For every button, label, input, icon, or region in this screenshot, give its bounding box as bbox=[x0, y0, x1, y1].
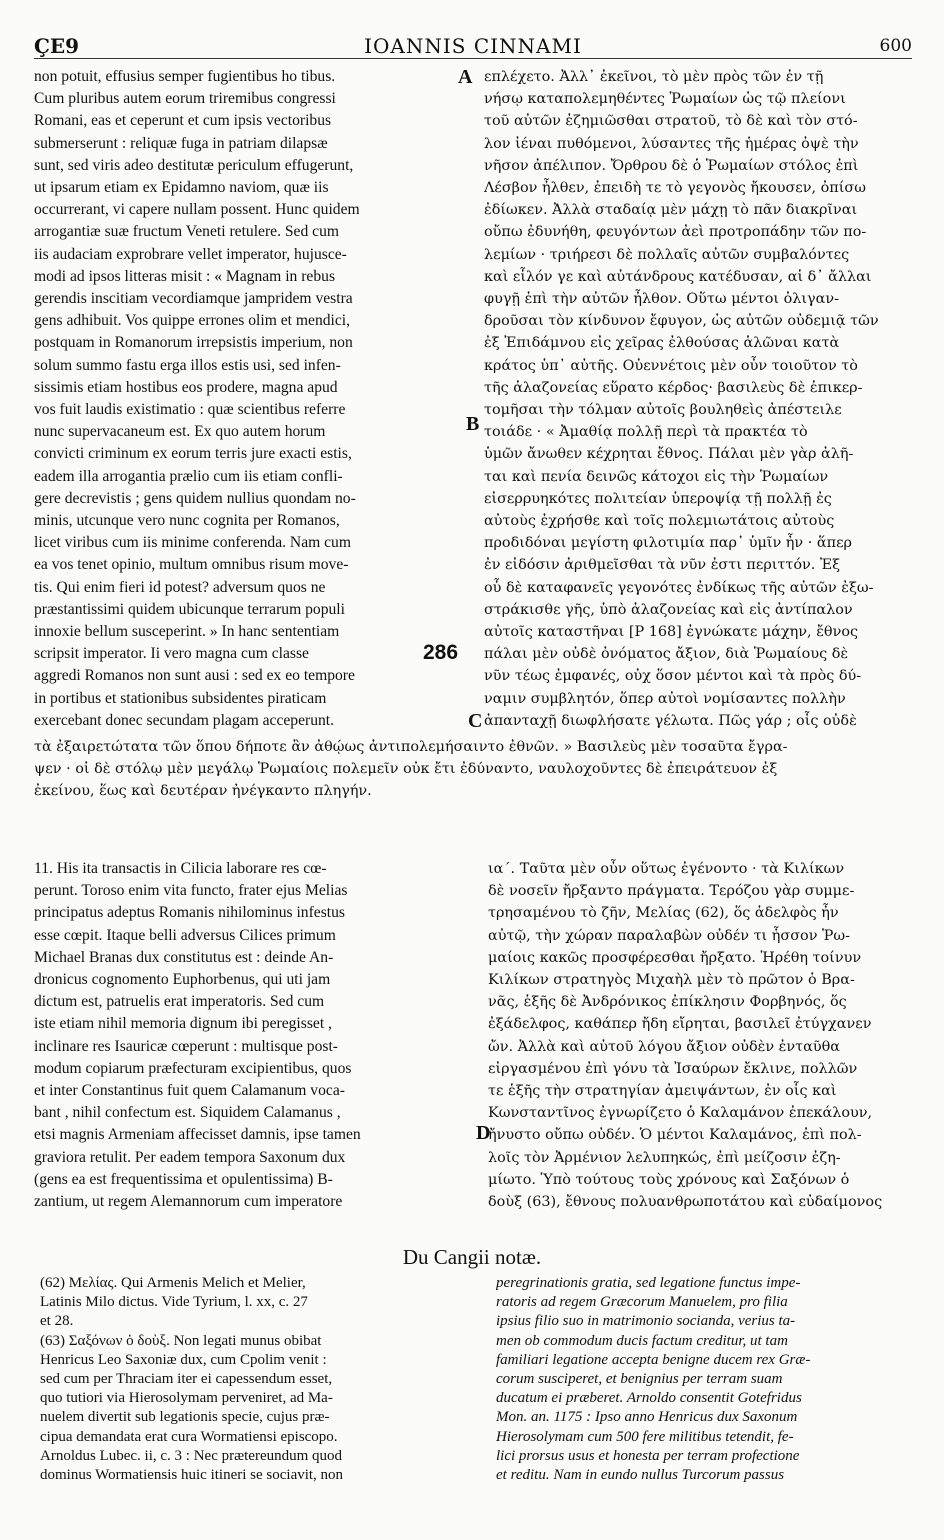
note-line: Henricus Leo Saxoniæ dux, cum Cpolim venit : bbox=[40, 1351, 327, 1368]
greek-line: ἐν εἰδόσιν ἀριθμεῖσθαι τὰ νῦν ἐστι περιττόν. Ἐξ bbox=[484, 557, 841, 574]
latin-line: gere decrevistis ; gens quidem nullius quondam no- bbox=[34, 489, 356, 507]
greek-line: τοῦ αὐτῶν ἐζημιῶσθαι στρατοῦ, τὸ δὲ καὶ τὸν στό- bbox=[484, 113, 858, 130]
note-line: ipsius filio suo in matrimonio socianda, verius ta- bbox=[496, 1313, 796, 1330]
note-line: cipua demandata erat cura Wormatiensi episcopo. bbox=[40, 1428, 338, 1445]
greek-line: Κωνσταντῖνος ἐγνωρίζετο ὁ Καλαμάνον ἐπεκάλουν, bbox=[488, 1105, 873, 1122]
latin-line: perunt. Toroso enim vita functo, frater ejus Melias bbox=[34, 882, 348, 900]
greek-line: ψεν · οἱ δὲ στόλῳ μὲν μεγάλῳ Ῥωμαίοις πολεμεῖν οὐκ ἔτι ἐδύναντο, ναυλοχοῦντες δὲ ἐπειράτευον ἐξ bbox=[34, 761, 778, 778]
greek-line: ἤνυστο οὔπω οὐδέν. Ὁ μέντοι Καλαμάνος, ἐπὶ πολ- bbox=[488, 1127, 862, 1144]
page-number-right: 600 bbox=[879, 36, 912, 56]
note-line: quo tutiori via Hierosolymam perveniret, ad Ma- bbox=[40, 1390, 333, 1407]
note-line: men ob commodum ducis factum creditur, ut tam bbox=[496, 1332, 788, 1349]
note-line: (63) Σαξόνων ὁ δοὺξ. Non legati munus obibat bbox=[40, 1332, 322, 1349]
latin-line: arrogantiæ suæ fructum Veneti retulere. Sed cum bbox=[34, 223, 340, 241]
greek-line: τὰ ἐξαιρετώτατα τῶν ὅπου δήποτε ἂν ἀθῴως ἀντιπολεμήσαιντο ἐθνῶν. » Βασιλεὺς μὲν τοσαῦτα ἔγρα- bbox=[34, 739, 788, 755]
latin-line: occurrerant, vi capere nullam possent. Hunc quidem bbox=[34, 201, 360, 219]
greek-line: μαίοις κακῶς προσφέρεσθαι ἤρξατο. Ἡρέθη τοίνυν bbox=[488, 949, 862, 966]
latin-line: submerserunt : reliquæ fuga in patriam dilapsæ bbox=[34, 134, 328, 152]
latin-line: scripsit imperator. Ii vero magna cum classe bbox=[34, 645, 309, 663]
greek-column-top bbox=[484, 66, 912, 734]
greek-column-bottom bbox=[488, 858, 912, 1218]
latin-line: 11. His ita transactis in Cilicia laborare res cœ- bbox=[34, 860, 327, 877]
latin-line: Michael Branas dux constitutus est : deinde An- bbox=[34, 948, 334, 966]
greek-line: αὐτοῖς καταστῆναι [P 168] ἐγνώκατε μάχην, ἔθνος bbox=[484, 624, 859, 641]
greek-line: τομῆσαι τὴν τόλμαν αὐτοῖς βουληθεὶς ἀπέστειλε bbox=[484, 402, 842, 419]
latin-line: tis. Qui enim fieri id potest? adversum quos ne bbox=[34, 578, 326, 596]
latin-line: exercebant donec secundam plagam acceperunt. bbox=[34, 711, 335, 729]
latin-line: zantium, ut regem Alemannorum cum imperatore bbox=[34, 1193, 343, 1211]
greek-line: φυγῇ ἐπὶ τὴν αὐτῶν ἦλθον. Οὕτω μέντοι ὀλιγαν- bbox=[484, 291, 839, 308]
margin-letter-d: D bbox=[476, 1122, 491, 1144]
greek-line: νᾶς, ἑξῆς δὲ Ἀνδρόνικος ἐπίκλησιν Φορβηνός, ὅς bbox=[488, 994, 847, 1011]
greek-line: λον ἰέναι πυθόμενοι, λύσαντες τῆς ἡμέρας ὀψὲ τὴν bbox=[484, 135, 859, 152]
greek-line: δροῦσαι τὸν κίνδυνον ἔφυγον, ὡς αὐτῶν οὐδεμιᾷ τῶν bbox=[484, 313, 879, 330]
latin-line: innoxie bellum susceperint. » In hanc sententiam bbox=[34, 623, 340, 641]
latin-line: inclinare res Isauricæ cœperunt : multisque post- bbox=[34, 1037, 338, 1055]
latin-line: etsi magnis Armeniam affecisset damnis, ipse tamen bbox=[34, 1126, 361, 1144]
greek-line: νῦν τέως ἐμφανές, οὐχ ὅσον μέντοι καὶ τὰ πρὸς δύ- bbox=[484, 668, 862, 685]
margin-letter-b: B bbox=[466, 413, 480, 435]
note-line: Arnoldus Lubec. ii, c. 3 : Nec prætereundum quod bbox=[40, 1447, 343, 1464]
greek-line: ὑμῶν ἄνωθεν κέχρηται ἔθνος. Πάλαι μὲν γὰρ ἀλῆ- bbox=[484, 446, 854, 463]
note-line: sed cum per Thraciam iter ei capessendum esset, bbox=[40, 1371, 333, 1388]
latin-line: sunt, sed viris adeo destitutæ periculum effugerunt, bbox=[34, 156, 354, 174]
greek-line: νῆσον ἀπέλιπον. Ὄρθρου δὲ ὁ Ῥωμαίων στόλος ἐπὶ bbox=[484, 157, 859, 174]
greek-line: ια΄. Ταῦτα μὲν οὖν οὕτως ἐγένοντο · τὰ Κιλίκων bbox=[488, 861, 845, 877]
marginal-page-number: 286 bbox=[423, 641, 459, 664]
note-line: et 28. bbox=[40, 1313, 74, 1330]
greek-line: εἰργασμένου ἐπὶ γόνυ τὰ Ἰσαύρων ἔκλινε, πολλῶν bbox=[488, 1060, 858, 1077]
latin-line: ut ipsarum etiam ex Epidamno naviom, quæ iis bbox=[34, 179, 329, 197]
latin-line: bant , nihil confectum est. Siquidem Calamanus , bbox=[34, 1104, 341, 1122]
margin-letter-c: C bbox=[468, 710, 483, 732]
latin-line: licet viribus cum iis minime conferenda. Nam cum bbox=[34, 534, 351, 552]
note-line: Mon. an. 1175 : Ipso anno Henricus dux Saxonum bbox=[496, 1409, 798, 1426]
latin-line: sissimis etiam hostibus eos prodere, magna apud bbox=[34, 378, 338, 396]
running-title: IOANNIS CINNAMI bbox=[364, 34, 582, 58]
notes-heading: Du Cangii notæ. bbox=[402, 1245, 542, 1269]
note-line: Latinis Milo dictus. Vide Tyrium, l. xx, c. 27 bbox=[40, 1294, 308, 1311]
latin-line: et inter Constantinus fuit quem Calamanum voca- bbox=[34, 1082, 345, 1100]
latin-line: non potuit, effusius semper fugientibus ho tibus. bbox=[34, 68, 336, 85]
latin-line: gens adhibuit. Vos quippe errones olim et mendici, bbox=[34, 312, 351, 330]
latin-line: iste etiam nihil memoria dignum ibi peregisset , bbox=[34, 1015, 332, 1033]
greek-line: δοὺξ (63), ἔθνους πολυανθρωποτάτου καὶ εὐδαίμονος bbox=[488, 1194, 883, 1211]
greek-line: ἀπανταχῇ διωφλήσατε γέλωτα. Πῶς γάρ ; οἷς οὐδὲ bbox=[484, 712, 857, 729]
greek-full-width-passage bbox=[34, 736, 912, 804]
latin-line: convicti criminum ex eorum terris jure exacti estis, bbox=[34, 445, 352, 463]
note-line: lici prorsus usus et honesta per terram profectione bbox=[496, 1447, 800, 1464]
latin-line: esse cœpit. Itaque belli adversus Cilices primum bbox=[34, 926, 336, 944]
latin-line: modi ad ipsos litteras misit : « Magnam in rebus bbox=[34, 267, 336, 285]
latin-line: vos fuit laudis existimatio : quæ scientibus referre bbox=[34, 401, 346, 419]
note-line: et reditu. Nam in eundo nullus Turcorum passus bbox=[496, 1467, 785, 1484]
page-number-left: ÇE9 bbox=[34, 34, 80, 58]
margin-letter-a: A bbox=[458, 66, 473, 88]
greek-line: τοιάδε · « Ἀμαθίᾳ πολλῇ περὶ τὰ πρακτέα τὸ bbox=[484, 424, 808, 441]
greek-line: Κιλίκων στρατηγὸς Μιχαὴλ μὲν τὸ πρῶτον ὁ Βρα- bbox=[488, 972, 855, 989]
greek-line: ἐκείνου, ἕως καὶ δευτέραν ἠνέγκαντο πληγήν. bbox=[34, 783, 372, 800]
greek-line: αὐτοὺς ἐχρήσθε καὶ τοῖς πολεμιωτάτοις αὐτοὺς bbox=[484, 513, 835, 530]
note-line: corum susciperet, et benignius per terram suam bbox=[496, 1371, 783, 1388]
greek-line: λοῖς τὸν Ἀρμένιον λελυπηκώς, ἐπὶ μείζοσιν ἐζη- bbox=[488, 1149, 841, 1166]
latin-line: in portibus et stationibus subsidentes piraticam bbox=[34, 689, 327, 707]
greek-line: ἐξ Ἐπιδάμνου εἰς χεῖρας ἐλθούσας ἁλῶναι κατὰ bbox=[484, 335, 840, 352]
latin-line: (gens ea est frequentissima et opulentissima) B- bbox=[34, 1170, 333, 1188]
greek-line: κράτος ὑπ᾽ αὐτῆς. Οὐεννέτοις μὲν οὖν τοιοῦτον τὸ bbox=[484, 357, 858, 374]
latin-line: postquam in Romanorum irrepsistis imperium, non bbox=[34, 334, 353, 352]
greek-line: προδιδόναι μεγίστη φιλοτιμία παρ᾽ ὑμῖν ἦν · ἅπερ bbox=[484, 535, 852, 552]
latin-line: principatus adeptus Romanis nihilominus infestus bbox=[34, 904, 345, 922]
greek-line: οὔπω ἐδυνήθη, φευγόντων ἀεὶ προτροπάδην τῶν πο- bbox=[484, 224, 867, 241]
greek-line: Λέσβον ἦλθεν, ἐπειδὴ τε τὸ γεγονὸς ἤκουσεν, ὀπίσω bbox=[484, 180, 866, 197]
note-line: dominus Wormatiensis huic itineri se sociavit, non bbox=[40, 1467, 344, 1484]
greek-line: ναμιν συμβλητόν, ὅπερ αὐτοὶ νομίσαντες πολλὴν bbox=[484, 690, 846, 707]
greek-line: αὐτῷ, τὴν χώραν παραλαβὼν οὐδέν τι ἧσσον Ῥω- bbox=[488, 927, 850, 944]
greek-line: τρησαμένου τὸ ζῆν, Μελίας (62), ὅς ἀδελφὸς ἦν bbox=[488, 905, 839, 922]
greek-line: ὤν. Ἀλλὰ καὶ αὐτοῦ λόγου ἄξιον οὐδὲν ἐνταῦθα bbox=[488, 1038, 840, 1055]
note-line: nuelem divertit sub legationis specie, cujus præ- bbox=[40, 1409, 330, 1426]
greek-line: τε ἑξῆς τὴν στρατηγίαν ἀμειψάντων, ἐν οἷς καὶ bbox=[488, 1083, 837, 1100]
greek-line: δὲ νοσεῖν ἤρξαντο πράγματα. Τερόζου γὰρ συμμε- bbox=[488, 883, 855, 900]
greek-line: τῆς ἀλαζονείας εὕρατο κέρδος· βασιλεὺς δὲ ἐπικερ- bbox=[484, 379, 863, 396]
greek-line: επλέχετο. Ἀλλ᾽ ἐκεῖνοι, τὸ μὲν πρὸς τῶν ἐν τῇ bbox=[484, 69, 824, 85]
greek-line: εἰσερρυηκότες πολιτείαν ὑπεροψίᾳ τῇ πολλῇ ἐς bbox=[484, 490, 832, 507]
greek-line: καὶ εἷλόν γε καὶ αὐτάνδρους κατέδυσαν, αἱ δ᾽ ἄλλαι bbox=[484, 268, 872, 285]
greek-line: πάλαι μὲν οὐδὲ ὀνόματος ἄξιον, διὰ Ῥωμαίους δὲ bbox=[484, 646, 849, 663]
note-line: ducatum ei præberet. Arnoldo consentit Gotefridus bbox=[496, 1390, 802, 1407]
latin-column-top bbox=[34, 66, 474, 734]
latin-line: aggredi Romanos non sunt ausi : sed ex eo tempore bbox=[34, 667, 355, 685]
greek-line: νήσῳ καταπολεμηθέντες Ῥωμαίων ὡς τῷ πλείονι bbox=[484, 91, 846, 108]
greek-line: οὗ δὲ καταφανεῖς γεγονότες ἐνδίκως τῆς αὐτῶν ἐξω- bbox=[484, 579, 874, 596]
latin-line: præstantissimi quidem ubicunque terrarum populi bbox=[34, 600, 345, 618]
note-line: Hierosolymam cum 500 fere militibus tetendit, fe- bbox=[496, 1428, 794, 1445]
latin-line: dictum est, patruelis erat imperatoris. Sed cum bbox=[34, 993, 325, 1011]
latin-line: iis audaciam exprobrare vellet imperator, hujusce- bbox=[34, 245, 347, 263]
greek-line: μίωτο. Ὑπὸ τούτους τοὺς χρόνους καὶ Σαξόνων ὁ bbox=[488, 1171, 850, 1188]
latin-line: eadem illa arrogantia prælio cum iis etiam confli- bbox=[34, 467, 343, 485]
latin-column-bottom bbox=[34, 858, 474, 1218]
latin-line: solum summo fastu erga illos estis usi, sed infen- bbox=[34, 356, 341, 374]
latin-line: ea vos tenet opinio, multum omnibus risum move- bbox=[34, 556, 349, 574]
latin-line: minis, utcunque vero nunc cognita per Romanos, bbox=[34, 512, 340, 530]
latin-line: Romani, eas et ceperunt et cum ipsis vectoribus bbox=[34, 112, 332, 130]
latin-line: graviora retulit. Per eadem tempora Saxonum dux bbox=[34, 1148, 346, 1166]
notes-column-left bbox=[40, 1274, 480, 1498]
greek-line: λεμίων · τριήρεσι δὲ πολλαῖς αὐτῶν συμβαλόντες bbox=[484, 246, 850, 263]
latin-line: dronicus cognomento Euphorbenus, qui uti jam bbox=[34, 971, 331, 989]
note-line: peregrinationis gratia, sed legatione functus impe- bbox=[496, 1275, 801, 1291]
note-line: familiari legatione accepta benigne ducem rex Græ- bbox=[496, 1351, 811, 1368]
greek-line: ἐδίωκεν. Ἀλλὰ σταδαίᾳ μὲν μάχῃ τὸ πᾶν διακρῖναι bbox=[484, 202, 858, 219]
latin-line: nunc supervacaneum est. Ex quo autem horum bbox=[34, 423, 326, 441]
latin-line: modum copiarum præfecturam excipientibus, quos bbox=[34, 1059, 352, 1077]
greek-line: ται καὶ πενία δεινῶς κάτοχοι εἰς τὴν Ῥωμαίων bbox=[484, 468, 829, 485]
notes-column-right bbox=[496, 1274, 910, 1498]
running-header bbox=[34, 34, 912, 59]
note-line: (62) Μελίας. Qui Armenis Melich et Melier, bbox=[40, 1275, 306, 1291]
note-line: ratoris ad regem Græcorum Manuelem, pro filia bbox=[496, 1294, 788, 1311]
latin-line: gerendis inscitiam vecordiamque jampridem vestra bbox=[34, 290, 353, 308]
greek-line: στράκισθε γῆς, ὑπὸ ἀλαζονείας καὶ εἰς ἀντίπαλον bbox=[484, 601, 853, 618]
greek-line: ἐξάδελφος, καθάπερ ἤδη εἴρηται, βασιλεῖ ἐτύγχανεν bbox=[488, 1016, 872, 1033]
latin-line: Cum pluribus autem eorum triremibus congressi bbox=[34, 90, 336, 108]
